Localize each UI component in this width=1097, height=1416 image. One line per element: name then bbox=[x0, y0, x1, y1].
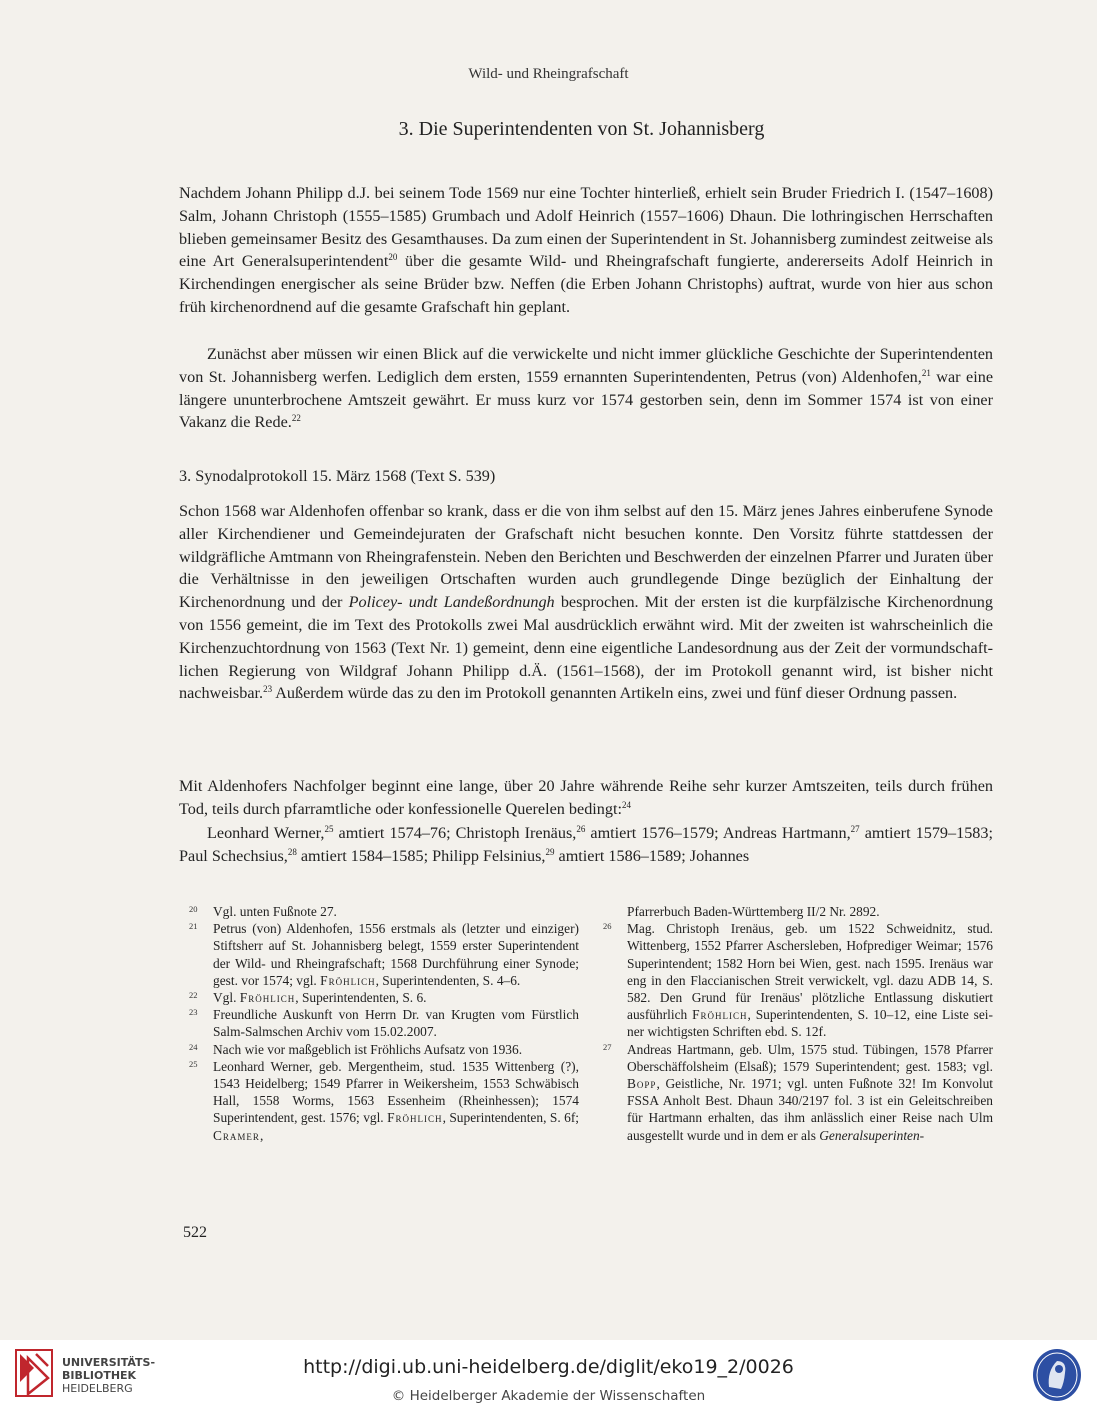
paragraph-text: Schon 1568 war Aldenhofen offenbar so krank, dass er die von ihm selbst auf den 15. März jenes Jahres einberufene Synode aller Kirchendiener und Gemeindejuraten der Grafschaft nicht besuchen konnte. Den Vorsitz führte stattdessen der wildgräfliche Amtmann von Rheingrafenstein. Neben den Berichten und Beschwerden der einzelnen Pfarrer und Juraten über die Verhältnisse in den jeweiligen Ortschaften wurden auch grundlegende Dinge bezüglich der Einhaltung der Kirchenordnung und der bbox=[179, 502, 993, 612]
footnote-22 bbox=[189, 989, 579, 1006]
footnote-ref-27[interactable]: 27 bbox=[850, 824, 860, 834]
footnote-25-continued: Pfarrerbuch Baden-Württemberg II/2 Nr. 2892. bbox=[627, 904, 880, 919]
footnote-ref-26[interactable]: 26 bbox=[576, 824, 586, 834]
paragraph-text: war eine längere ununterbrochene Amtszeit gewährt. Er muss kurz vor 1574 gestorben sein, denn im Sommer 1574 ist von einer Vakanz die Rede. bbox=[179, 367, 993, 432]
footnote-ref-23[interactable]: 23 bbox=[263, 684, 273, 695]
footnote-text: Vgl. unten Fußnote 27. bbox=[213, 904, 337, 919]
italic-term: Policey- undt Landeßordnungh bbox=[348, 593, 555, 612]
footnote-segment: , Superintendenten, S. 4–6. bbox=[375, 972, 521, 988]
footnote-25 bbox=[189, 1058, 579, 1144]
author-name: Fröhlich bbox=[387, 1110, 443, 1126]
footnote-number: 21 bbox=[189, 921, 198, 932]
footnote-number: 26 bbox=[603, 921, 612, 932]
paragraph-text: Zunächst aber müssen wir einen Blick auf die verwickelte und nicht immer glückliche Geschichte der Superintendenten von St. Johannisberg werfen. Lediglich dem ersten, 1559 ernannten Superintendenten, Petrus (von) Aldenhofen, bbox=[179, 345, 993, 386]
footnote-number: 24 bbox=[189, 1041, 198, 1052]
paragraph-text: Mit Aldenhofers Nachfolger beginnt eine lange, über 20 Jahre währende Reihe sehr kurzer Amtszeiten, teils durch frühen Tod, teils durch pfarramtliche oder konfessionelle Querelen bedingt: bbox=[179, 777, 993, 818]
footnote-text bbox=[213, 989, 579, 1006]
paragraph-text: Leonhard Werner, bbox=[207, 824, 325, 842]
footnote-21 bbox=[189, 920, 579, 989]
library-name-line: UNIVERSITÄTS- bbox=[62, 1356, 156, 1369]
section-heading: 3. Synodalprotokoll 15. März 1568 (Text S. 539) bbox=[179, 467, 496, 485]
footnote-text bbox=[627, 920, 993, 1040]
author-name: Fröhlich bbox=[320, 972, 376, 988]
paragraph-text: besprochen. Mit der ersten ist die kurpfälzische Kirchenordnung von 1556 gemeint, die im Text des Protokolls zwei Mal ausdrücklich erwähnt wird. Mit der zweiten ist wahrscheinlich die Kirchenzuchtordnung von 1563 (Text Nr. 1) gemeint, denn eine eigentliche Landesordnung aus der Zeit der vormundschaftlichen Regierung von Wildgraf Johann Philipp d.Ä. (1561–1568), der im Protokoll genannt wird, ist bisher nicht nachweisbar. bbox=[179, 593, 993, 703]
paragraph-4 bbox=[179, 775, 993, 821]
footnote-segment: , Geistliche, Nr. 1971; vgl. unten Fußnote 32! Im Konvolut FSSA Anholt Best. Dhaun 340/2197 fol. 3 ist ein Geleitschreiben für Hartmann erhalten, das ihm anlässlich einer Reise nach Ulm ausgestellt wurde und in dem er als bbox=[627, 1076, 993, 1143]
paragraph-text: amtiert 1576–1579; Andreas Hartmann, bbox=[585, 824, 851, 842]
copyright-notice: © Heidelberger Akademie der Wissenschaften bbox=[391, 1388, 706, 1404]
footnote-24 bbox=[189, 1041, 579, 1058]
footnote-number: 27 bbox=[603, 1041, 612, 1052]
footnote-segment: Leonhard Werner, geb. Mergentheim, stud. 1535 Wittenberg (?), 1543 Heidelberg; 1549 Pfarrer in Weikersheim, 1553 Schwäbisch Hall, 1558 Worms, 1563 Essenheim (Rheinhessen); 1574 Superintendent, gest. 1576; vgl. bbox=[213, 1058, 579, 1126]
footnote-ref-25[interactable]: 25 bbox=[324, 824, 334, 834]
footnote-ref-22[interactable]: 22 bbox=[291, 413, 301, 424]
footnote-text: Freundliche Auskunft von Herrn Dr. van Krugten vom Fürstlich Salm-Salmschen Archiv vom 15.02.2007. bbox=[213, 1007, 579, 1040]
paragraph-text: amtiert 1586–1589; Johannes bbox=[554, 846, 750, 865]
footnote-text: Nach wie vor maßgeblich ist Fröhlichs Aufsatz von 1936. bbox=[213, 1041, 523, 1057]
library-name-line: BIBLIOTHEK bbox=[62, 1369, 137, 1382]
paragraph-text: amtiert 1574–76; Christoph Irenäus, bbox=[333, 824, 577, 842]
paragraph-text: Außerdem würde das zu den im Protokoll genannten Artikeln eins, zwei und fünf dieser Ordnung passen. bbox=[272, 684, 958, 703]
footnotes-right-column bbox=[603, 903, 993, 1144]
paragraph-1 bbox=[179, 182, 993, 319]
footnote-segment: Mag. Christoph Irenäus, geb. um 1522 Schweidnitz, stud. Wittenberg, 1552 Pfarrer Aschersleben, Hofprediger Weimar; 1576 Superintendent; 1582 Horn bei Wien, gest. nach 1595. Irenäus war eng in den Flaccianischen Streit verwickelt, vgl. dazu ADB 14, S. 582. Den Grund für Irenäus' plötzliche Entlassung diskutiert ausführlich bbox=[627, 921, 993, 1023]
footnote-ref-28[interactable]: 28 bbox=[287, 846, 297, 857]
paragraph-text: amtiert 1579–1583; Paul Schechsius, bbox=[179, 824, 993, 865]
footnote-segment: Petrus (von) Aldenhofen, 1556 erstmals als (letzter und einziger) Stiftsherr auf St. Johannisberg belegt, 1559 erster Superintendent der Wild- und Rheingrafschaft; 1568 Durchführung einer Synode; gest. vor 1574; vgl. bbox=[213, 921, 579, 988]
footnote-text bbox=[627, 1041, 993, 1144]
footnote-segment: , Superintendenten, S. 6. bbox=[295, 990, 427, 1006]
paragraph-3 bbox=[179, 500, 993, 705]
footnote-segment: , Superintendenten, S. 6f; bbox=[442, 1110, 579, 1126]
footnote-segment: , bbox=[259, 1127, 264, 1143]
footnote-number: 20 bbox=[189, 904, 198, 914]
paragraph-text: über die gesamte Wild- und Rheingrafschaft fungierte, andererseits Adolf Heinrich in Kirchendingen energischer als seine Brüder bzw. Neffen (die Erben Johann Christophs) auftrat, wurde von hier aus schon früh kirchenordnend auf die gesamte Grafschaft hin geplant. bbox=[179, 252, 994, 316]
footnotes bbox=[189, 903, 993, 1144]
author-name: Fröhlich bbox=[239, 990, 296, 1006]
italic-term: Generalsuperinten- bbox=[819, 1127, 925, 1143]
author-name: Bopp bbox=[627, 1076, 657, 1092]
footnote-number: 22 bbox=[189, 990, 198, 1001]
page-number: 522 bbox=[183, 1224, 207, 1241]
footnote-text bbox=[213, 920, 579, 989]
footnote-text bbox=[213, 1058, 579, 1144]
permalink-url[interactable]: http://digi.ub.uni-heidelberg.de/diglit/eko19_2/0026 bbox=[303, 1356, 794, 1378]
footnote-number: 23 bbox=[189, 1007, 198, 1018]
footnote-ref-20[interactable]: 20 bbox=[388, 252, 398, 263]
footnote-number: 25 bbox=[189, 1058, 198, 1069]
author-name: Fröhlich bbox=[692, 1007, 748, 1023]
footnote-ref-24[interactable]: 24 bbox=[621, 799, 631, 810]
author-name: Cramer bbox=[213, 1127, 260, 1143]
footnote-segment: , Superintendenten, S. 10–12, eine Liste seiner wichtigsten Schriften ebd. S. 12f. bbox=[627, 1007, 993, 1040]
footnotes-left-column bbox=[189, 903, 579, 1144]
footnote-20 bbox=[189, 903, 579, 920]
footnote-23 bbox=[189, 1006, 579, 1040]
academy-seal-icon[interactable] bbox=[1031, 1347, 1083, 1403]
paragraph-text: amtiert 1584–1585; Philipp Felsinius, bbox=[296, 846, 546, 865]
running-head: Wild- und Rheingrafschaft bbox=[468, 66, 629, 82]
chapter-title: 3. Die Superintendenten von St. Johannisberg bbox=[398, 118, 765, 140]
library-name-line: HEIDELBERG bbox=[62, 1382, 133, 1395]
footnote-27 bbox=[603, 1041, 993, 1144]
footnote-26 bbox=[603, 920, 993, 1040]
footnote-segment: Vgl. bbox=[213, 990, 240, 1006]
footnote-ref-21[interactable]: 21 bbox=[921, 367, 931, 378]
paragraph-text: Nachdem Johann Philipp d.J. bei seinem Tode 1569 nur eine Tochter hinterließ, erhielt sein Bruder Friedrich I. (1547–1608) Salm, Johann Christoph (1555–1585) Grumbach und Adolf Heinrich (1557–1606) Dhaun. Die lothringischen Herrschaften blieben gemeinsamer Besitz des Gesamthauses. Da zum einen der Superintendent in St. Johannisberg zumindest zeitweise als eine Art Generalsuperintendent bbox=[179, 184, 993, 271]
paragraph-5 bbox=[179, 822, 993, 868]
paragraph-2 bbox=[179, 343, 993, 434]
viewer-footer bbox=[0, 1340, 1097, 1416]
footnote-segment: Andreas Hartmann, geb. Ulm, 1575 stud. Tübingen, 1578 Pfarrer Oberschäffolsheim (Elsaß); 1579 Superintendent; gest. 1583; vgl. bbox=[627, 1041, 993, 1074]
footnote-ref-29[interactable]: 29 bbox=[545, 846, 555, 857]
